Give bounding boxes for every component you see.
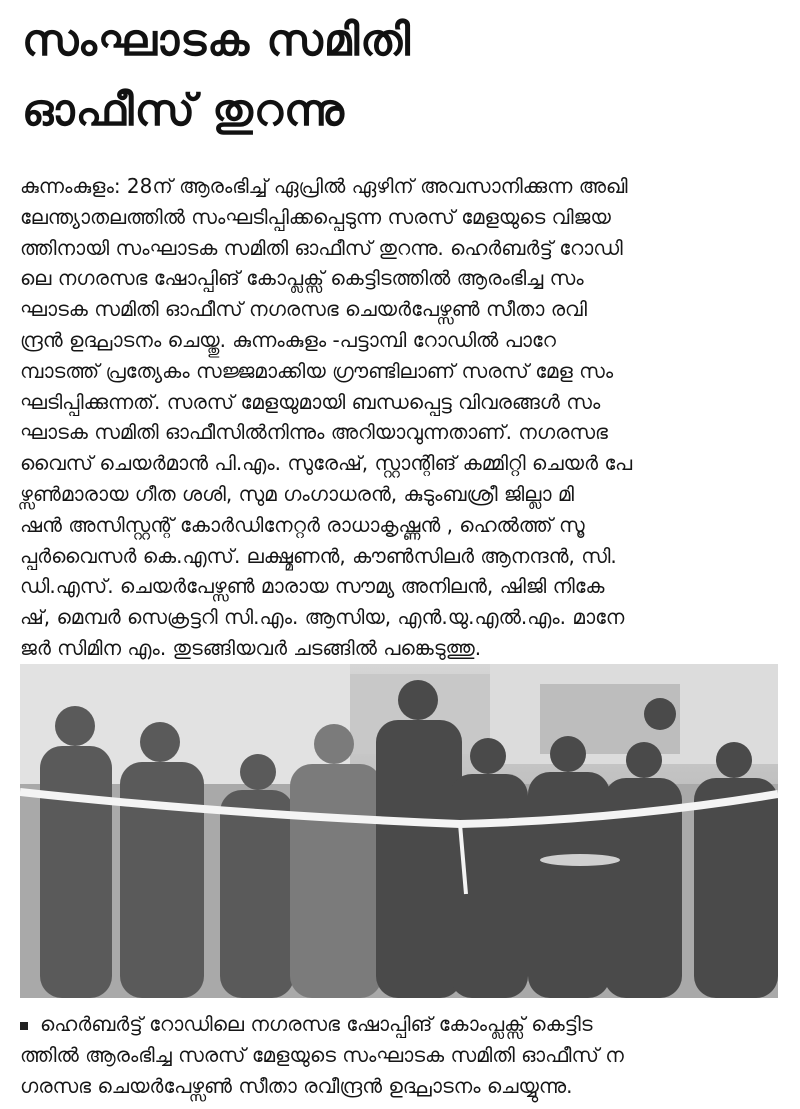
- photo-caption: [20, 1009, 780, 1102]
- article-line: ലേന്ത്യാതലത്തിൽ സംഘടിപ്പിക്കപ്പെടുന്ന സരസ് മേളയുടെ വിജയ: [20, 204, 611, 229]
- article-line: കുന്നംകുളം: 28ന് ആരംഭിച്ച് ഏപ്രിൽ ഏഴിന് അവസാനിക്കുന്ന അഖി: [20, 174, 628, 198]
- article-line: വൈസ് ചെയർമാൻ പി.എം. സുരേഷ്, സ്റ്റാന്റിങ് കമ്മിറ്റി ചെയർ പേ: [20, 451, 633, 476]
- caption-line: ഗരസഭ ചെയർപേഴ്സൺ സീതാ രവീന്ദ്രൻ ഉദ്ഘാടനം ചെയ്യുന്നു.: [20, 1074, 573, 1098]
- article-line: ഷൻ അസിസ്റ്റന്റ് കോർഡിനേറ്റർ രാധാകൃഷ്ണൻ , ഹെൽത്ത് സൂ: [20, 512, 585, 537]
- article-line: ന്ദ്രൻ ഉദ്ഘാടനം ചെയ്തു. കുന്നംകുളം -പട്ടാമ്പി റോഡിൽ പാറേ: [20, 327, 556, 352]
- article-line: ലെ നഗരസഭ ഷോപ്പിങ് കോപ്ലക്സ് കെട്ടിടത്തിൽ ആരംഭിച്ച സം: [20, 266, 584, 291]
- headline-line-2: ഓഫീസ് തുറന്നു: [22, 85, 345, 136]
- article-line: ത്തിനായി സംഘാടക സമിതി ഓഫീസ് തുറന്നു. ഹെർബർട്ട് റോഡി: [20, 235, 623, 260]
- headline-line-1: സംഘാടക സമിതി: [22, 15, 412, 66]
- caption-line: ത്തിൽ ആരംഭിച്ച സരസ് മേളയുടെ സംഘാടക സമിതി ഓഫീസ് ന: [20, 1043, 624, 1067]
- headline: [22, 6, 782, 146]
- article-line: ഷ്, മെമ്പർ സെക്രട്ടറി സി.എം. ആസിയ, എൻ.യു.എൽ.എം. മാനേ: [20, 605, 625, 630]
- caption-line: [20, 1009, 780, 1040]
- caption-line-text: ഹെർബർട്ട് റോഡിലെ നഗരസഭ ഷോപ്പിങ് കോംപ്ലക്സ് കെട്ടിട: [40, 1012, 593, 1036]
- ribbon-cutting-photo: [20, 664, 778, 998]
- article-line: മ്പാടത്ത് പ്രത്യേകം സജ്ജമാക്കിയ ഗ്രൗണ്ടിലാണ് സരസ് മേള സം: [20, 358, 614, 383]
- article-line: പ്പർവൈസർ കെ.എസ്. ലക്ഷ്മണൻ, കൗൺസിലർ ആനന്ദൻ, സി.: [20, 543, 617, 568]
- news-photo: [20, 664, 778, 998]
- article-line: ഘാടക സമിതി ഓഫീസിൽനിന്നും അറിയാവുന്നതാണ്. നഗരസഭ: [20, 420, 608, 445]
- article-line: ജർ സിമിന എം. തുടങ്ങിയവർ ചടങ്ങിൽ പങ്കെടുത്തു.: [20, 635, 482, 660]
- article-line: ഡി.എസ്. ചെയർപേഴ്സൺ മാരായ സൗമ്യ അനിലൻ, ഷിജി നികേ: [20, 574, 605, 599]
- caption-bullet-icon: [20, 1022, 28, 1030]
- article-body: [20, 171, 780, 664]
- article-line: ഴ്സൺമാരായ ഗീത ശശി, സുമ ഗംഗാധരൻ, കുടുംബശ്രീ ജില്ലാ മി: [20, 481, 574, 506]
- article-line: ഘടിപ്പിക്കുന്നത്. സരസ് മേളയുമായി ബന്ധപ്പെട്ട വിവരങ്ങൾ സം: [20, 389, 601, 414]
- article-line: ഘാടക സമിതി ഓഫീസ് നഗരസഭ ചെയർപേഴ്സൺ സീതാ രവി: [20, 297, 587, 322]
